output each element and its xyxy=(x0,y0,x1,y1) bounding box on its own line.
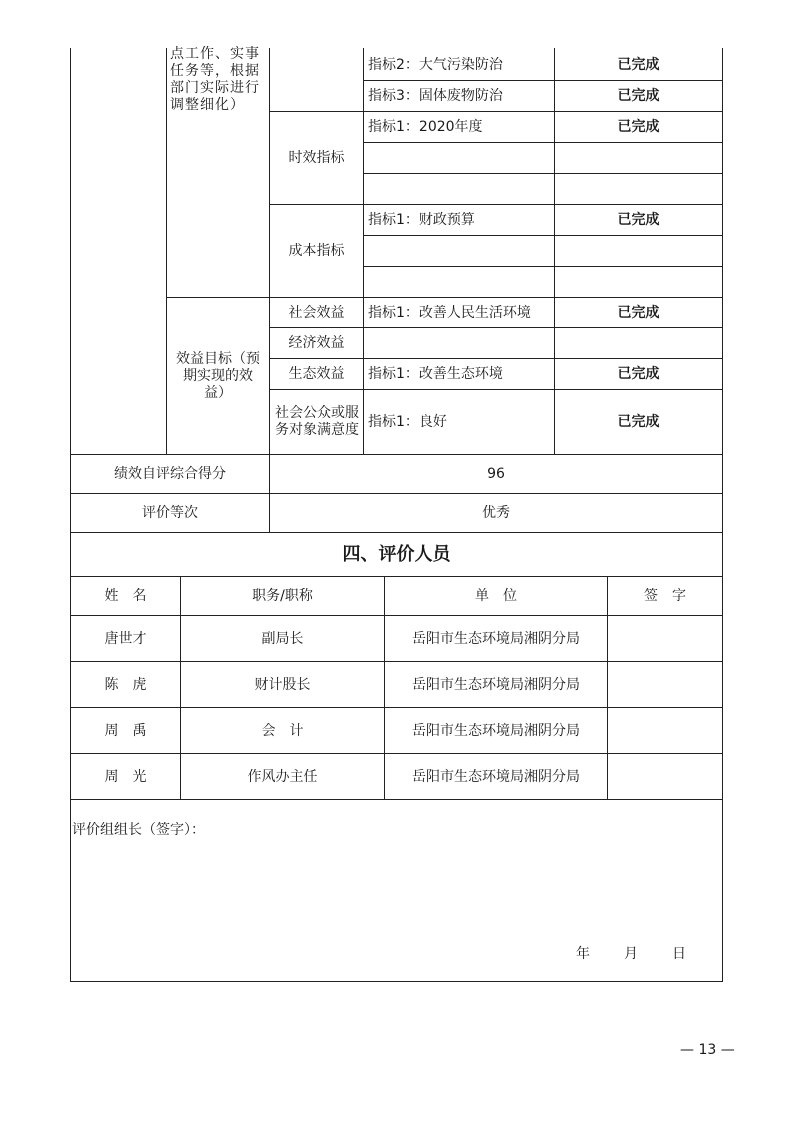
timeliness-label: 时效指标 xyxy=(288,150,345,166)
header-unit: 单 位 xyxy=(475,588,517,604)
scope-note: 点工作、实事任务等，根据部门实际进行调整细化） xyxy=(170,46,260,113)
header-name: 姓 名 xyxy=(104,588,147,604)
staff-name: 唐世才 xyxy=(104,630,147,647)
grade-value: 优秀 xyxy=(482,505,510,521)
staff-unit: 岳阳市生态环境局湘阴分局 xyxy=(412,722,580,739)
indicator-satisfaction: 指标1：良好 xyxy=(368,414,447,430)
leader-signature-label: 评价组组长（签字）： xyxy=(72,822,205,838)
status-satisfaction: 已完成 xyxy=(617,414,660,430)
staff-name: 陈 虎 xyxy=(104,676,147,693)
status-solid-waste: 已完成 xyxy=(617,88,660,104)
benefit-target-label: 效益目标（预期实现的效益） xyxy=(176,350,260,401)
score-label: 绩效自评综合得分 xyxy=(114,466,226,482)
indicator-air-pollution: 指标2：大气污染防治 xyxy=(368,56,503,73)
staff-signature[interactable] xyxy=(608,754,722,799)
staff-title: 副局长 xyxy=(261,630,304,647)
ecological-benefit-label: 生态效益 xyxy=(288,366,345,382)
score-value: 96 xyxy=(487,466,505,482)
satisfaction-label: 社会公众或服务对象满意度 xyxy=(275,405,359,438)
cost-label: 成本指标 xyxy=(288,243,345,259)
indicator-social-benefit: 指标1：改善人民生活环境 xyxy=(368,304,531,321)
staff-name: 周 光 xyxy=(104,768,147,785)
staff-unit: 岳阳市生态环境局湘阴分局 xyxy=(412,676,580,693)
section-title: 四、评价人员 xyxy=(342,543,451,565)
status-cost: 已完成 xyxy=(617,212,660,228)
staff-signature[interactable] xyxy=(608,708,722,753)
social-benefit-label: 社会效益 xyxy=(288,304,345,321)
date-day: 日 xyxy=(672,946,686,962)
header-signature: 签 字 xyxy=(644,588,686,604)
staff-signature[interactable] xyxy=(608,616,722,661)
indicator-cost: 指标1：财政预算 xyxy=(368,212,475,228)
status-social-benefit: 已完成 xyxy=(617,304,660,321)
staff-unit: 岳阳市生态环境局湘阴分局 xyxy=(412,630,580,647)
status-ecological-benefit: 已完成 xyxy=(617,366,660,382)
date-month: 月 xyxy=(624,946,638,962)
staff-signature[interactable] xyxy=(608,662,722,707)
status-air-pollution: 已完成 xyxy=(617,56,660,73)
page-number: — 13 — xyxy=(680,1042,735,1058)
indicator-solid-waste: 指标3：固体废物防治 xyxy=(368,88,503,104)
staff-name: 周 禹 xyxy=(104,722,147,739)
staff-unit: 岳阳市生态环境局湘阴分局 xyxy=(412,768,580,785)
staff-title: 财计股长 xyxy=(254,676,311,693)
grade-label: 评价等次 xyxy=(142,505,198,521)
indicator-timeliness: 指标1：2020年度 xyxy=(368,119,483,135)
staff-title: 会 计 xyxy=(261,722,304,739)
status-timeliness: 已完成 xyxy=(617,119,660,135)
indicator-ecological-benefit: 指标1：改善生态环境 xyxy=(368,366,503,382)
economic-benefit-label: 经济效益 xyxy=(288,335,345,351)
header-title: 职务/职称 xyxy=(252,588,313,604)
staff-title: 作风办主任 xyxy=(247,768,318,785)
date-year: 年 xyxy=(576,946,590,962)
